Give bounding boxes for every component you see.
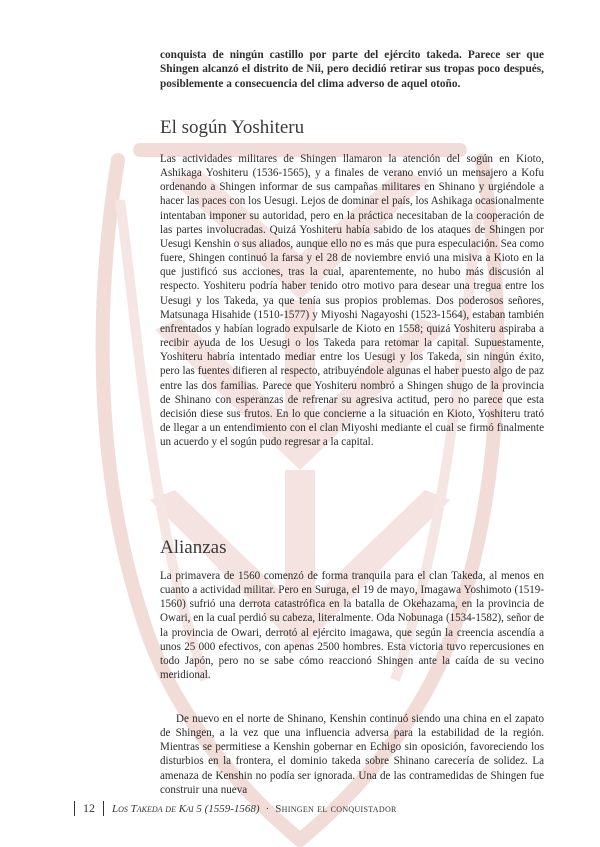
page-footer <box>66 801 397 816</box>
footer-divider <box>74 801 75 816</box>
running-head-separator: · <box>265 802 270 815</box>
page-number: 12 <box>83 801 95 815</box>
main-text-column <box>160 48 544 796</box>
running-head-section: Shingen el conquistador <box>275 802 397 815</box>
paragraph-yoshiteru: Las actividades militares de Shingen llamaron la atención del sogún en Kioto, Ashikaga Yoshiteru (1536-1565), y a finales de verano envió un mensajero a Kofu ordenando a Shingen informar de sus campañas militares en Shinano y urgiéndole a hacer las paces con los Uesugi. Lejos de dominar el país, los Ashikaga ocasionalmente intentaban imponer su autoridad, pero en la práctica necesitaban de la cooperación de las partes involucradas. Quizá Yoshiteru había sabido de los ataques de Shingen por Uesugi Kenshin o sus aliados, aunque ello no es más que pura especulación. Sea como fuere, Shingen continuó la farsa y el 28 de noviembre envió una misiva a Kioto en la que justificó sus acciones, tras la cual, aparentemente, no hubo más discusión al respecto. Yoshiteru podría haber tenido otro motivo para desear una tregua entre los Uesugi y los Takeda, ya que tenía sus propios problemas. Dos poderosos señores, Matsunaga Hisahide (1510-1577) y Miyoshi Nagayoshi (1523-1564), estaban también enfrentados y habían logrado expulsarle de Kioto en 1558; quizá Yoshiteru aspiraba a recibir ayuda de los Uesugi o los Takeda para retomar la capital. Supuestamente, Yoshiteru habría intentado mediar entre los Uesugi y los Takeda, sin ningún éxito, pero las fuentes difieren al respecto, atribuyéndole algunas el haber puesto algo de paz entre las dos familias. Parece que Yoshiteru nombró a Shingen shugo de la provincia de Shinano con esperanzas de refrenar su agresiva actitud, pero no parece que esta decisión diese sus frutos. En lo que concierne a la situación en Kioto, Yoshiteru trató de llegar a un entendimiento con el clan Miyoshi mediante el cual se firmó finalmente un acuerdo y el sogún pudo regresar a la capital. <box>160 153 544 449</box>
running-head-book-title: Los Takeda de Kai 5 (1559-1568) <box>112 802 260 815</box>
section-heading-yoshiteru: El sogún Yoshiteru <box>160 117 305 138</box>
paragraph-alianzas-1: La primavera de 1560 comenzó de forma tranquila para el clan Takeda, al menos en cuanto a actividad militar. Pero en Suruga, el 19 de mayo, Imagawa Yoshimoto (1519-1560) sufrió una derrota catastrófica en la batalla de Okehazama, en la provincia de Owari, en la cual perdió su cabeza, literalmente. Oda Nobunaga (1534-1582), señor de la provincia de Owari, derrotó al ejército imagawa, que según la creencia ascendía a unos 25 000 efectivos, con apenas 2500 hombres. Esta victoria tuvo repercusiones en todo Japón, pero no se sabe cómo reaccionó Shingen ante la caída de su vecino meridional. <box>160 570 544 682</box>
intro-paragraph: conquista de ningún castillo por parte del ejército takeda. Parece ser que Shingen alcanzó el distrito de Nii, pero decidió retirar sus tropas poco después, posiblemente a consecuencia del clima adverso de aquel otoño. <box>160 49 544 90</box>
section-heading-alianzas: Alianzas <box>160 537 227 558</box>
paragraph-alianzas-2: De nuevo en el norte de Shinano, Kenshin continuó siendo una china en el zapato de Shingen, a la vez que una influencia adversa para la estabilidad de la región. Mientras se permitiese a Kenshin gobernar en Echigo sin oposición, favoreciendo los disturbios en la frontera, el dominio takeda sobre Shinano carecería de solidez. La amenaza de Kenshin no podía ser ignorada. Una de las contramedidas de Shingen fue construir una nueva <box>160 713 544 796</box>
footer-divider <box>103 801 104 816</box>
